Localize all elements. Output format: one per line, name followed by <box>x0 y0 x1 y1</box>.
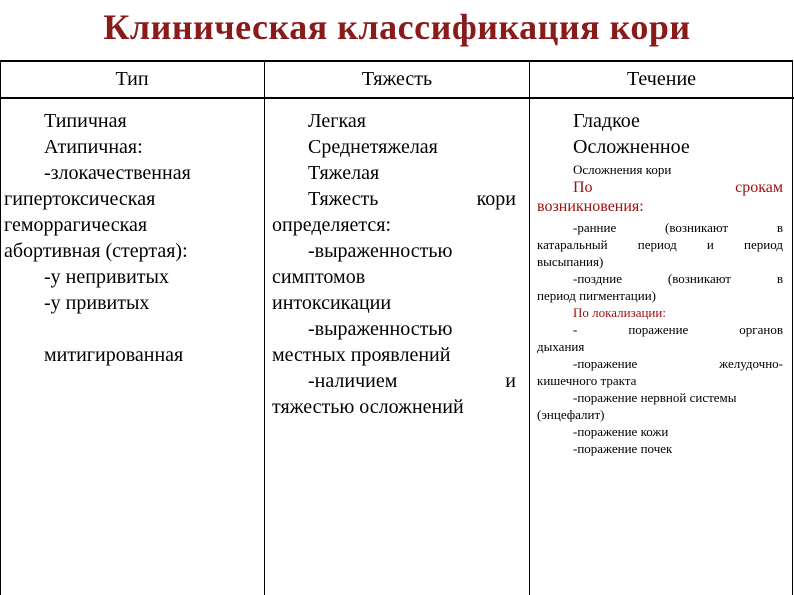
course-word: органов <box>739 322 783 337</box>
severity-line: тяжестью осложнений <box>272 396 464 418</box>
column-divider-1 <box>264 60 265 595</box>
course-word: По <box>573 179 593 196</box>
course-column <box>537 108 783 457</box>
type-column <box>4 108 262 368</box>
resp-line <box>537 321 783 338</box>
severity-word: и <box>505 370 516 392</box>
course-word: желудочно- <box>719 356 783 371</box>
type-line: -у непривитых <box>44 266 169 288</box>
by-time-line <box>537 178 783 197</box>
course-word: и <box>706 237 714 252</box>
header-divider <box>0 97 794 99</box>
severity-line: Среднетяжелая <box>308 136 438 158</box>
kidney-line: -поражение почек <box>573 441 673 456</box>
severity-line: определяется: <box>272 214 392 236</box>
severity-line: -выраженностью <box>308 318 453 340</box>
severity-line: Легкая <box>308 110 366 132</box>
course-word: - <box>573 322 578 337</box>
severity-line: -выраженностью <box>308 240 453 262</box>
severity-line: интоксикации <box>272 292 392 314</box>
course-word: период <box>637 237 677 252</box>
severity-column <box>272 108 516 420</box>
course-smooth: Гладкое <box>573 110 640 132</box>
late-line: период пигментации) <box>537 288 657 303</box>
type-line: -злокачественная <box>44 162 191 184</box>
severity-word: кори <box>476 188 516 210</box>
course-word: катаральный <box>537 237 608 252</box>
type-line: -у привитых <box>44 292 150 314</box>
type-line: Типичная <box>44 110 127 132</box>
column-divider-2 <box>529 60 530 595</box>
header-type: Тип <box>115 68 149 90</box>
cns-line: (энцефалит) <box>537 407 605 422</box>
course-word: срокам <box>735 179 783 196</box>
course-word: -ранние <box>573 220 617 235</box>
type-line: гипертоксическая <box>4 188 156 210</box>
cns-line: -поражение нервной системы <box>573 390 737 405</box>
slide-title: Клиническая классификация кори <box>103 7 691 47</box>
type-line: геморрагическая <box>4 214 148 236</box>
early-line: высыпания) <box>537 254 604 269</box>
severity-line: симптомов <box>272 266 366 288</box>
type-line-blank <box>4 316 262 342</box>
course-word: в <box>776 271 783 286</box>
severity-word: -наличием <box>308 370 398 392</box>
type-line: абортивная (стертая): <box>4 240 188 262</box>
gi-line <box>537 355 783 372</box>
resp-line: дыхания <box>537 339 585 354</box>
by-time-line: возникновения: <box>537 198 644 215</box>
severity-line: местных проявлений <box>272 344 451 366</box>
early-line <box>537 236 783 253</box>
severity-line: Тяжелая <box>308 162 380 184</box>
complications-heading: Осложнения кори <box>573 162 672 177</box>
early-line <box>537 219 783 236</box>
gi-line: кишечного тракта <box>537 373 637 388</box>
course-word: поражение <box>628 322 689 337</box>
by-location-heading: По локализации: <box>573 305 666 320</box>
severity-word: Тяжесть <box>308 188 379 210</box>
course-word: (возникают <box>667 271 731 286</box>
late-line <box>537 270 783 287</box>
severity-line <box>272 186 516 212</box>
course-word: (возникают <box>665 220 729 235</box>
header-course: Течение <box>626 68 697 90</box>
course-complicated: Осложненное <box>573 136 690 158</box>
course-word: -поражение <box>573 356 638 371</box>
skin-line: -поражение кожи <box>573 424 669 439</box>
course-word: -поздние <box>573 271 622 286</box>
severity-line <box>272 368 516 394</box>
type-line: митигированная <box>44 344 184 366</box>
course-word: период <box>744 237 783 252</box>
course-word: в <box>776 220 783 235</box>
type-line: Атипичная: <box>44 136 143 158</box>
header-severity: Тяжесть <box>361 68 433 90</box>
